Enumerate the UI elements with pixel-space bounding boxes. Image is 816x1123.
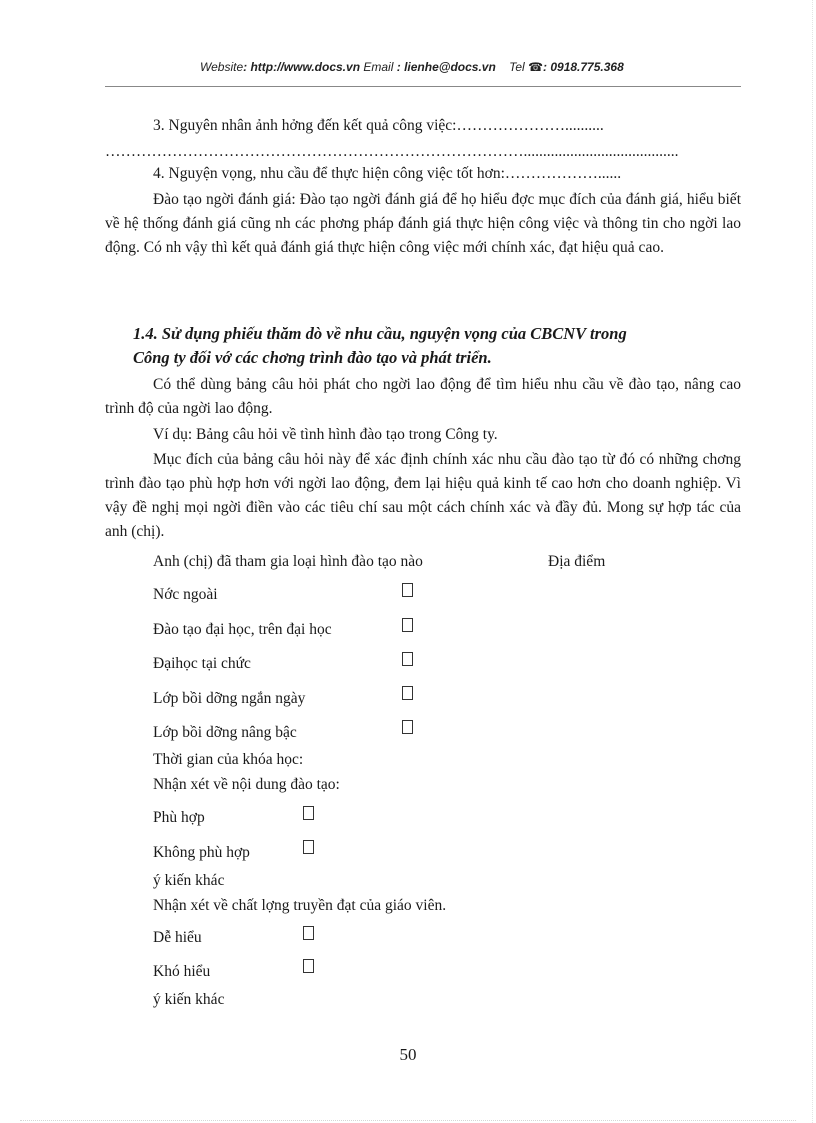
option-label: Đạihọc tại chức [153, 655, 251, 672]
option-checkbox[interactable] [402, 686, 413, 700]
option-row [153, 962, 210, 982]
option-row [153, 654, 251, 674]
item-4-line: 4. Nguyện vọng, nhu cầu để thực hiện công việc tốt hơn:………………...... [153, 165, 622, 182]
teacher-other-opinion: ý kiến khác [153, 991, 225, 1008]
option-checkbox[interactable] [303, 806, 314, 820]
email-label: Email [363, 60, 394, 74]
option-label: Không phù hợp [153, 844, 250, 861]
option-label: Dễ hiểu [153, 929, 202, 946]
option-row [153, 808, 205, 828]
website-value: : http://www.docs.vn [243, 60, 361, 74]
page-number: 50 [399, 1045, 417, 1064]
survey-purpose-paragraph: Mục đích của bảng câu hỏi này để xác định chính xác nhu cầu đào tạo từ đó có những chơng trình đào tạo phù hợp hơn với ngời lao động, đem lại hiệu quả kinh tế cao hơn cho doanh nghiệp. Vì vậy đề nghị mọi ngời điền vào các tiêu chí sau một cách chính xác và đầy đủ. Mong sự hợp tác của anh (chị). [105, 451, 741, 540]
header-divider [105, 86, 741, 87]
option-label: Phù hợp [153, 809, 205, 826]
option-label: Khó hiểu [153, 963, 211, 980]
option-row [153, 585, 218, 605]
dotted-answer-line: ………………………………………………………………………........................................ [105, 143, 679, 160]
option-row [153, 689, 305, 709]
example-line: Ví dụ: Bảng câu hỏi về tình hình đào tạo trong Công ty. [153, 426, 498, 443]
content-feedback-question: Nhận xét về nội dung đào tạo: [153, 776, 340, 793]
option-checkbox[interactable] [402, 652, 413, 666]
location-column-label: Địa điểm [548, 553, 606, 570]
option-label: Nớc ngoài [153, 586, 218, 603]
option-checkbox[interactable] [402, 618, 413, 632]
training-type-question: Anh (chị) đã tham gia loại hình đào tạo nào [153, 553, 423, 570]
teacher-feedback-question: Nhận xét về chất lợng truyền đạt của giáo viên. [153, 897, 447, 914]
option-checkbox[interactable] [303, 959, 314, 973]
option-checkbox[interactable] [303, 926, 314, 940]
option-row [153, 723, 297, 743]
tel-label: Tel [509, 60, 525, 74]
option-checkbox[interactable] [303, 840, 314, 854]
survey-intro-paragraph: Có thể dùng bảng câu hỏi phát cho ngời lao động để tìm hiểu nhu cầu về đào tạo, nâng cao trình độ của ngời lao động. [105, 376, 741, 417]
page-header [200, 60, 624, 74]
option-checkbox[interactable] [402, 583, 413, 597]
item-3-line: 3. Nguyên nhân ảnh hởng đến kết quả công việc:………………….......... [153, 117, 604, 134]
section-heading-line-2: Công ty đối vớ các chơng trình đào tạo và phát triển. [133, 348, 492, 367]
option-label: Đào tạo đại học, trên đại học [153, 621, 332, 638]
content-other-opinion: ý kiến khác [153, 872, 225, 889]
option-row [153, 928, 202, 948]
email-value: : lienhe@docs.vn [396, 60, 496, 74]
section-heading-line-1: 1.4. Sử dụng phiếu thăm dò về nhu cầu, nguyện vọng của CBCNV trong [133, 324, 627, 343]
option-row [153, 620, 332, 640]
right-border [812, 0, 813, 1123]
bottom-border [20, 1120, 796, 1121]
option-label: Lớp bồi dỡng ngắn ngày [153, 690, 306, 707]
option-checkbox[interactable] [402, 720, 413, 734]
tel-value: ☎: 0918.775.368 [528, 60, 624, 74]
course-duration-question: Thời gian của khóa học: [153, 751, 304, 768]
evaluator-training-paragraph: Đào tạo ngời đánh giá: Đào tạo ngời đánh giá để họ hiểu đợc mục đích của đánh giá, hiểu biết về hệ thống đánh giá cũng nh các phơng pháp đánh giá thực hiện công việc và thông tin cho ngời lao động. Có nh vậy thì kết quả đánh giá thực hiện công việc mới chính xác, đạt hiệu quả cao. [105, 191, 741, 256]
option-row [153, 843, 250, 863]
option-label: Lớp bồi dỡng nâng bậc [153, 724, 297, 741]
website-label: Website [200, 60, 244, 74]
